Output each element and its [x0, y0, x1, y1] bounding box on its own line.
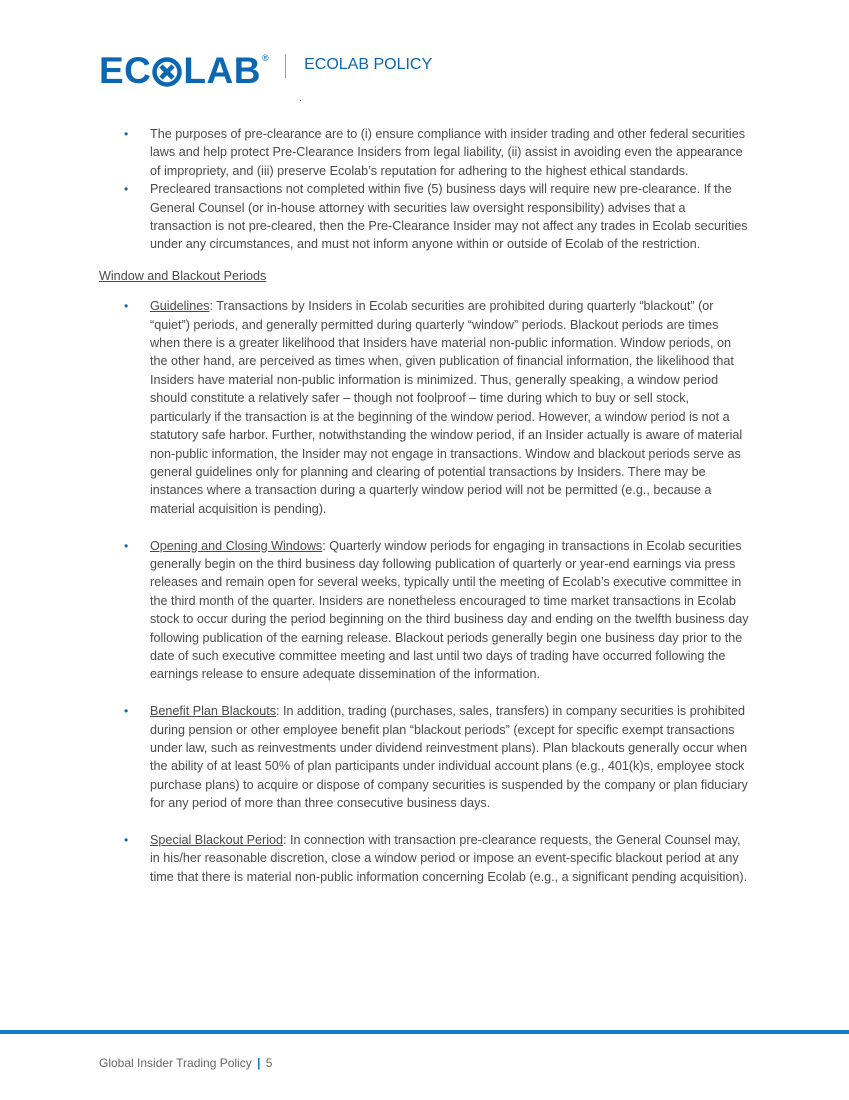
special-blackout-period-text: : In connection with transaction pre-clearance requests, the General Counsel may, in his/her reasonable discretion, close a window period or impose an event-specific blackout period at any time that there is material non-public information concerning Ecolab (e.g., a significant pending acquisition).: [150, 832, 748, 884]
document-title: ECOLAB POLICY: [304, 56, 433, 73]
list-item: [99, 180, 749, 254]
list-item: [99, 537, 749, 684]
list-item: [99, 297, 749, 518]
section-heading: Window and Blackout Periods: [99, 268, 267, 283]
opening-closing-windows-text: : Quarterly window periods for engaging in transactions in Ecolab securities generally begin on the third business day following publication of quarterly or year-end earnings via press releases and remain open for several weeks, typically until the meeting of Ecolab’s executive committee in the third month of the quarter. Insiders are nonetheless encouraged to time market transactions in Ecolab stock to occur during the period beginning on the third business day and ending on the twelfth business day following publication of the earning release. Blackout periods generally begin one business day prior to the date of such executive committee meeting and last until two days of trading have occurred following the earnings release to ensure adequate dissemination of the information.: [150, 538, 749, 682]
window-periods-list: [99, 297, 749, 886]
logo-circle-x-icon: [152, 56, 182, 86]
list-item: [99, 702, 749, 812]
footer-separator: |: [257, 1056, 261, 1070]
bullet-icon: •: [124, 299, 129, 314]
page-footer: [99, 1056, 272, 1070]
list-item: [99, 125, 749, 180]
bullet-icon: •: [124, 538, 129, 553]
bullet-icon: •: [124, 127, 129, 141]
registered-mark: ®: [261, 52, 270, 63]
guidelines-text: : Transactions by Insiders in Ecolab securities are prohibited during quarterly “blackout” (or “quiet”) periods, and generally permitted during quarterly “window” periods. Blackout periods are times when there is a greater likelihood that Insiders have material non-public information. Window periods, on the other hand, are perceived as times when, given publication of financial information, the likelihood that Insiders have material non-public information is minimized. Thus, generally speaking, a window period should constitute a relatively safer – though not foolproof – time during which to buy or sell stock, particularly if the transaction is at the beginning of the window period. However, a window period is not a statutory safe harbor. Further, notwithstanding the window period, if an Insider actually is aware of material non-public information, the Insider may not engage in transactions. Window and blackout periods serve as general guidelines only for planning and clearing of potential transactions by Insiders. There may be instances where a transaction during a quarterly window period will not be permitted (e.g., because a material acquisition is pending).: [150, 299, 743, 516]
guidelines-term: Guidelines: [150, 299, 210, 314]
footer-rule: [0, 1030, 849, 1034]
stray-dot: [300, 100, 301, 101]
bullet-icon: •: [124, 832, 129, 847]
document-body: [99, 125, 749, 886]
ecolab-logo: [99, 49, 270, 91]
list-item-text: Precleared transactions not completed within five (5) business days will require new pre-clearance. If the General Counsel (or in-house attorney with securities law oversight responsibility) advises that a transaction is not pre-cleared, then the Pre-Clearance Insider may not affect any trades in Ecolab securities under any circumstances, and must not inform anyone within or outside of Ecolab of the restriction.: [150, 182, 748, 252]
special-blackout-period-term: Special Blackout Period: [150, 832, 284, 847]
opening-closing-windows-term: Opening and Closing Windows: [150, 538, 323, 553]
bullet-icon: •: [124, 704, 129, 719]
page-header: [99, 50, 432, 90]
bullet-icon: •: [124, 182, 129, 197]
benefit-plan-blackouts-text: : In addition, trading (purchases, sales, transfers) in company securities is prohibited during pension or other employee benefit plan “blackout periods” (except for specific exempt transactions under law, such as reinvestments under dividend reinvestment plans). Plan blackouts generally occur when the ability of at least 50% of plan participants under individual account plans (e.g., 401(k)s, employee stock purchase plans) to acquire or dispose of company securities is suspended by the company or plan fiduciary for any period of more than three consecutive business days.: [150, 704, 748, 811]
benefit-plan-blackouts-term: Benefit Plan Blackouts: [150, 704, 277, 719]
header-divider: [285, 54, 286, 78]
logo-text-start: EC: [99, 49, 152, 91]
footer-title: Global Insider Trading Policy: [99, 1056, 252, 1070]
logo-text-end: LAB: [183, 49, 261, 91]
list-item: [99, 831, 749, 886]
page-number: 5: [265, 1056, 273, 1070]
list-item-text: The purposes of pre-clearance are to (i) ensure compliance with insider trading and other federal securities laws and help protect Pre-Clearance Insiders from legal liability, (ii) assist in avoiding even the appearance of impropriety, and (iii) preserve Ecolab’s reputation for adhering to the highest ethical standards.: [150, 127, 746, 178]
pre-clearance-list: [99, 125, 749, 254]
